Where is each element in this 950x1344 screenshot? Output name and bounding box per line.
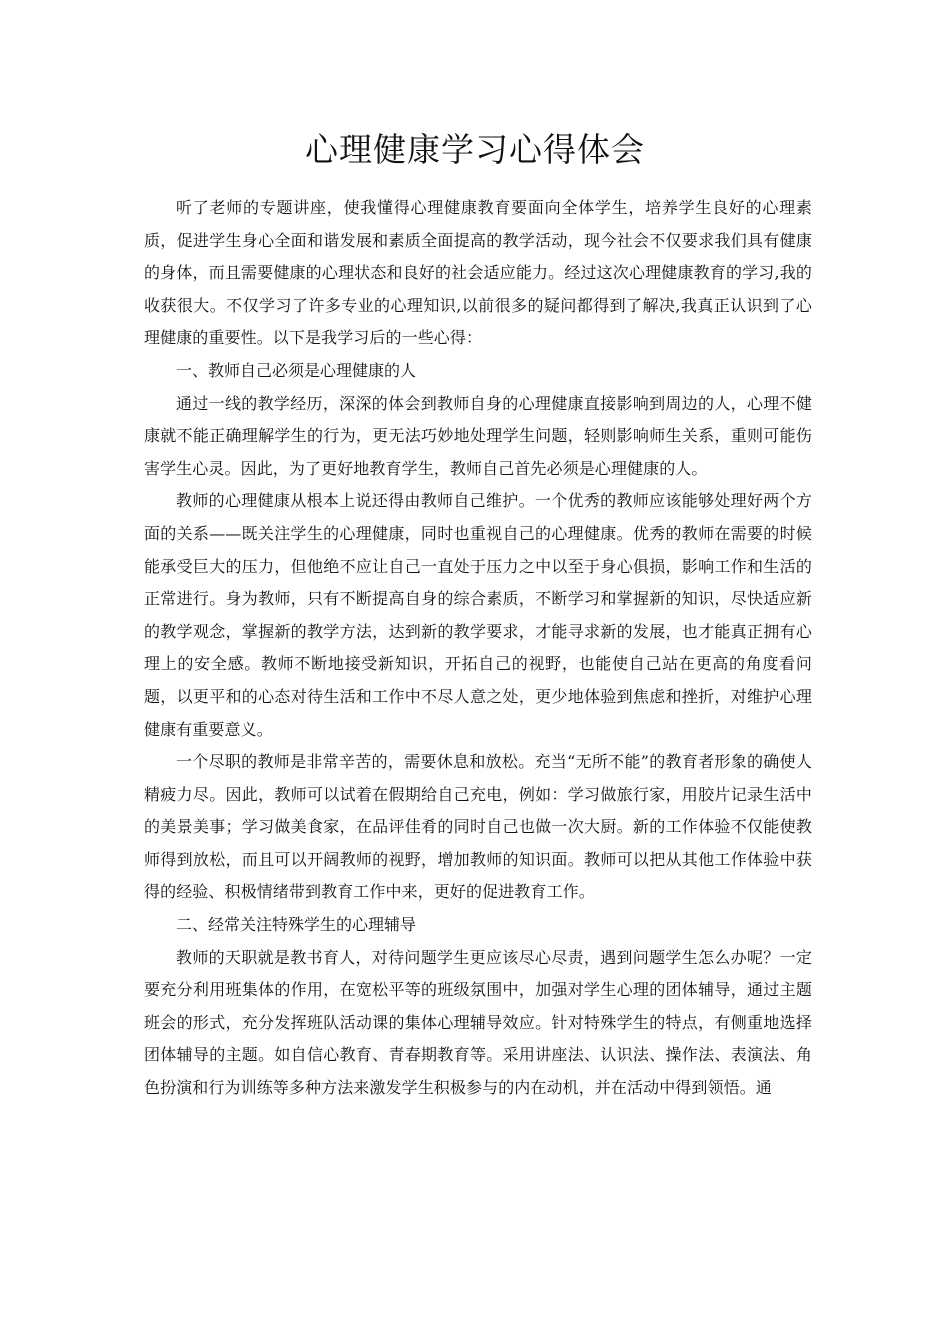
body-paragraph: 通过一线的教学经历，深深的体会到教师自身的心理健康直接影响到周边的人，心理不健康就不能正确理解学生的行为，更无法巧妙地处理学生问题，轻则影响师生关系，重则可能伤害学生心灵。因此，为了更好地教育学生，教师自己首先必须是心理健康的人。	[144, 393, 812, 478]
intro-paragraph: 听了老师的专题讲座，使我懂得心理健康教育要面向全体学生，培养学生良好的心理素质，促进学生身心全面和谐发展和素质全面提高的教学活动，现今社会不仅要求我们具有健康的身体，而且需要健康的心理状态和良好的社会适应能力。经过这次心理健康教育的学习,我的收获很大。不仅学习了许多专业的心理知识,以前很多的疑问都得到了解决,我真正认识到了心理健康的重要性。以下是我学习后的一些心得：	[144, 198, 812, 348]
section-heading-1: 一、教师自己必须是心理健康的人	[176, 360, 417, 380]
body-paragraph: 教师的心理健康从根本上说还得由教师自己维护。一个优秀的教师应该能够处理好两个方面的关系——既关注学生的心理健康，同时也重视自己的心理健康。优秀的教师在需要的时候能承受巨大的压力，但他绝不应让自己一直处于压力之中以至于身心俱损，影响工作和生活的正常进行。身为教师，只有不断提高自身的综合素质，不断学习和掌握新的知识，尽快适应新的教学观念，掌握新的教学方法，达到新的教学要求，才能寻求新的发展，也才能真正拥有心理上的安全感。教师不断地接受新知识，开拓自己的视野，也能使自己站在更高的角度看问题，以更平和的心态对待生活和工作中不尽人意之处，更少地体验到焦虑和挫折，对维护心理健康有重要意义。	[144, 491, 812, 739]
document-body	[144, 192, 812, 1105]
body-paragraph: 一个尽职的教师是非常辛苦的，需要休息和放松。充当“无所不能”的教育者形象的确使人精疲力尽。因此，教师可以试着在假期给自己充电，例如：学习做旅行家，用胶片记录生活中的美景美事；学习做美食家，在品评佳肴的同时自己也做一次大厨。新的工作体验不仅能使教师得到放松，而且可以开阔教师的视野，增加教师的知识面。教师可以把从其他工作体验中获得的经验、积极情绪带到教育工作中来，更好的促进教育工作。	[144, 752, 812, 902]
page-title: 心理健康学习心得体会	[305, 130, 645, 169]
section-heading-2: 二、经常关注特殊学生的心理辅导	[176, 915, 417, 935]
body-paragraph: 教师的天职就是教书育人，对待问题学生更应该尽心尽责，遇到问题学生怎么办呢？一定要充分利用班集体的作用，在宽松平等的班级氛围中，加强对学生心理的团体辅导，通过主题班会的形式，充分发挥班队活动课的集体心理辅导效应。针对特殊学生的特点，有侧重地选择团体辅导的主题。如自信心教育、青春期教育等。采用讲座法、认识法、操作法、表演法、角色扮演和行为训练等多种方法来激发学生积极参与的内在动机，并在活动中得到领悟。通	[144, 947, 812, 1098]
